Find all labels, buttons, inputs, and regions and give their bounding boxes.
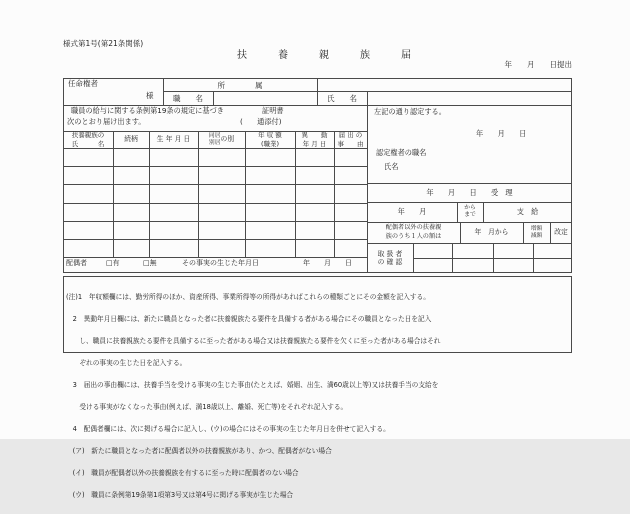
col-header-relation: 続柄 — [124, 135, 138, 144]
revision-decrease-label: 減額 — [530, 232, 543, 239]
grid-line — [367, 91, 368, 105]
grid-line — [63, 184, 367, 185]
spouse-none-checkbox: □無 — [143, 259, 157, 267]
spouse-fact-label: その事実の生じた年月日 — [182, 259, 259, 267]
col-header-reason — [334, 131, 367, 148]
col-header-living — [198, 131, 245, 148]
col-header-line: 同居 — [208, 132, 221, 139]
spouse-has-checkbox: □有 — [106, 259, 120, 267]
col-header-living-stack — [209, 133, 221, 146]
handler-confirmation-label — [367, 243, 413, 273]
col-header-line: 事 由 — [337, 139, 364, 148]
revision-subject-label — [367, 222, 460, 243]
revision-increase-label: 増額 — [530, 225, 543, 232]
receipt-row: 年 月 日 受 理 — [426, 187, 513, 197]
name-label: 氏 名 — [327, 94, 357, 103]
appointer-label: 任命権者 — [68, 79, 98, 88]
col-header-line: 年 月 日 — [302, 139, 327, 148]
col-header-line: 年 収 額 — [258, 131, 282, 140]
form-title: 扶養親族届 — [237, 50, 442, 61]
grid-line — [413, 258, 572, 259]
handler-label-line: 取 扱 者 — [377, 249, 403, 258]
declaration-line1: 職員の給与に関する条例第19条の規定に基づき — [71, 106, 224, 115]
payment-range — [457, 202, 483, 222]
spouse-label: 配偶者 — [66, 259, 87, 267]
revision-date: 年 月から — [474, 228, 509, 237]
grid-line — [63, 166, 367, 167]
grid-line — [63, 239, 367, 240]
certificate-label: 証明書 — [262, 106, 284, 115]
col-header-income — [245, 131, 295, 148]
footnote-line: 3 届出の事由欄には、扶養手当を受ける事実の生じた事由(たとえば、婚姻、出生、満60歳以上等)又は扶養手当の支給を — [66, 380, 439, 389]
submit-date-label: 年 月 日提出 — [504, 60, 572, 69]
footnote-line: (イ) 職員が配偶者以外の扶養親族を有するに至った時に配偶者のない場合 — [66, 468, 299, 477]
footnote-line: し、職員に扶養親族たる要件を具備するに至った者がある場合又は扶養親族たる要件を欠くに至った者がある場合はそれ — [66, 336, 441, 345]
revision-change-type — [523, 222, 550, 243]
footnotes — [66, 279, 568, 514]
footnote-line: 受ける事実がなくなった事由(例えば、満18歳以上、離婚、死亡等)をそれぞれ記入する。 — [66, 402, 348, 411]
affiliation-label: 所 属 — [217, 80, 263, 90]
declaration-line2: 次のとおり届け出ます。 — [67, 117, 146, 126]
footnote-line: (注)1 年収額欄には、勤労所得のほか、資産所得、事業所得等の所得があればこれらの種類ごとにその金額を記入する。 — [66, 292, 430, 301]
col-header-line: 届 出 の — [338, 131, 363, 140]
col-header-line: 扶養親族の — [71, 131, 105, 140]
col-header-line: 異 動 — [301, 131, 328, 140]
col-header-birthdate: 生 年 月 日 — [156, 135, 191, 144]
job-title-label: 職 名 — [173, 94, 203, 103]
footnote-line: (ウ) 職員に条例第19条第1項第3号又は第4号に掲げる事実が生じた場合 — [66, 490, 294, 499]
footnote-line: ぞれの事実の生じた日を記入する。 — [66, 358, 187, 367]
footnote-line: (ア) 新たに職員となった者に配偶者以外の扶養親族があり、かつ、配偶者がない場合 — [66, 446, 332, 455]
footnote-line: 2 異動年月日欄には、新たに職員となった者に扶養親族たる要件を具備する者がある場合にその職員となった日を記入 — [66, 314, 432, 323]
approver-title-label: 認定権者の職名 — [376, 148, 427, 157]
approver-name-label: 氏名 — [384, 162, 399, 171]
footnote-line: 4 配偶者欄には、次に掲げる場合に記入し、(ウ)の場合にはその事実の生じた年月日を併せて記入する。 — [66, 424, 390, 433]
grid-line — [63, 203, 367, 204]
grid-line — [63, 221, 367, 222]
col-header-line: 氏 名 — [71, 139, 105, 148]
revision-subject-line: 族のうち１人の額は — [385, 232, 442, 240]
payment-to-label: まで — [464, 212, 476, 218]
appointer-honorific: 様 — [146, 91, 154, 100]
grid-line — [63, 257, 367, 258]
payment-label: 支 給 — [516, 207, 539, 216]
payment-date: 年 月 — [397, 207, 427, 216]
approval-date: 年 月 日 — [476, 129, 527, 138]
col-header-change-date — [295, 131, 334, 148]
grid-line — [213, 91, 214, 105]
certificate-note: ( 通添付) — [240, 117, 282, 126]
col-header-line: 別居 — [208, 139, 221, 146]
revision-label: 改定 — [554, 228, 568, 237]
form-code: 様式第1号(第21条関係) — [63, 39, 144, 48]
payment-from-label: から — [464, 205, 476, 212]
approval-statement: 左記の通り認定する。 — [374, 107, 446, 116]
col-header-line: の別 — [220, 135, 235, 144]
spouse-date-label: 年 月 日 — [303, 259, 352, 267]
handler-label-line: の 確 認 — [377, 258, 403, 266]
col-header-dependent-name — [63, 131, 113, 148]
revision-subject-line: 配偶者以外の扶養親 — [385, 224, 442, 232]
grid-line — [63, 148, 367, 149]
col-header-line: (職業) — [260, 139, 280, 148]
